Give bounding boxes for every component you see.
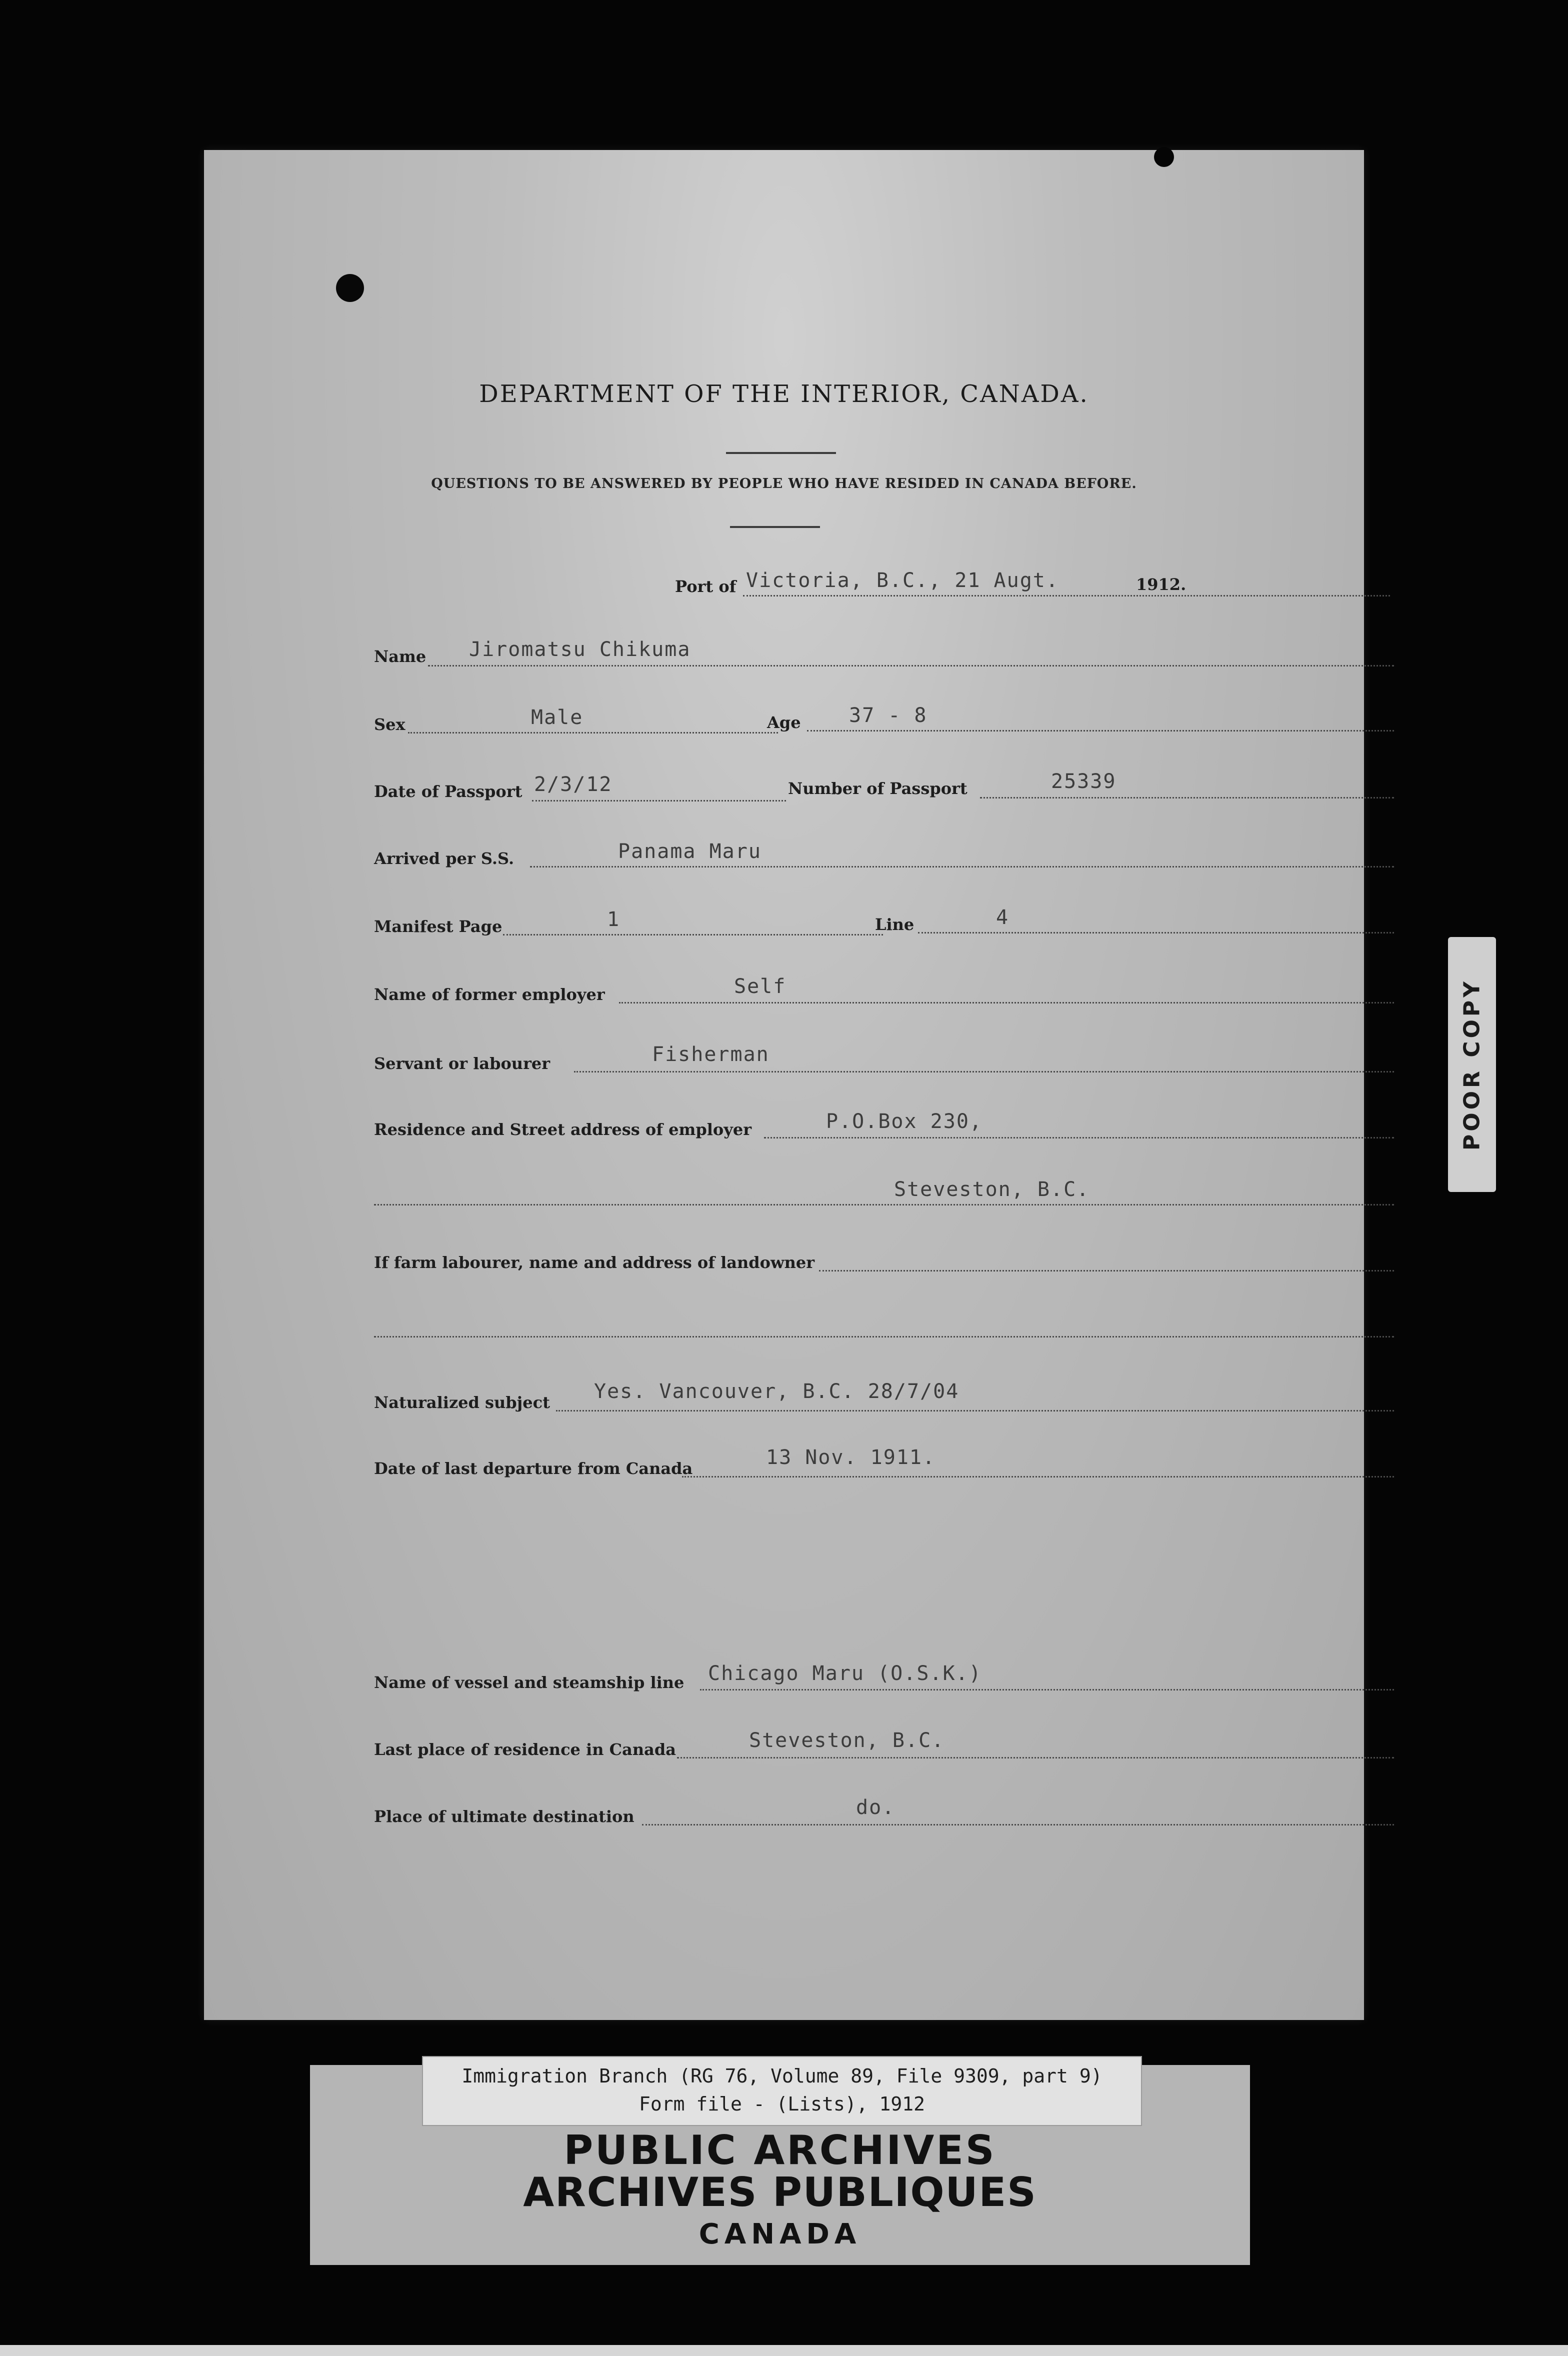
farm-label: If farm labourer, name and address of landowner — [374, 1253, 815, 1272]
farm-dots-2 — [374, 1336, 1394, 1338]
heading-rule-bottom — [730, 526, 820, 528]
slip-line-2: Form file - (Lists), 1912 — [639, 2093, 925, 2115]
archive-line-1: PUBLIC ARCHIVES — [564, 2127, 996, 2174]
residence-label: Residence and Street address of employer — [374, 1120, 752, 1139]
manifest-value: 1 — [607, 908, 620, 931]
destination-value: do. — [856, 1796, 896, 1819]
naturalized-label: Naturalized subject — [374, 1393, 550, 1412]
line-label: Line — [875, 915, 914, 934]
servant-value: Fisherman — [652, 1043, 770, 1066]
manifest-dots — [503, 934, 883, 936]
name-dots — [428, 665, 1394, 666]
naturalized-dots — [556, 1410, 1394, 1412]
residence-value-2: Steveston, B.C. — [894, 1178, 1090, 1201]
last-residence-label: Last place of residence in Canada — [374, 1740, 676, 1759]
employer-label: Name of former employer — [374, 985, 605, 1004]
passport-date-dots — [532, 800, 786, 802]
line-dots — [918, 932, 1394, 934]
last-residence-dots — [677, 1757, 1394, 1758]
manifest-label: Manifest Page — [374, 917, 502, 936]
arrived-label: Arrived per S.S. — [374, 849, 514, 868]
reference-slip — [422, 2056, 1142, 2126]
ink-speck — [1154, 147, 1174, 167]
destination-dots — [642, 1824, 1394, 1826]
residence-dots-2 — [374, 1204, 1394, 1206]
destination-label: Place of ultimate destination — [374, 1807, 634, 1826]
passport-date-label: Date of Passport — [374, 782, 522, 801]
poor-copy-text: POOR COPY — [1459, 978, 1485, 1151]
sex-label: Sex — [374, 715, 406, 734]
passport-number-value: 25339 — [1051, 770, 1116, 793]
arrived-value: Panama Maru — [618, 840, 762, 863]
age-value: 37 - 8 — [849, 704, 928, 727]
servant-dots — [574, 1071, 1394, 1072]
age-label: Age — [767, 713, 801, 732]
passport-number-label: Number of Passport — [788, 779, 968, 798]
line-value: 4 — [996, 906, 1010, 929]
departure-label: Date of last departure from Canada — [374, 1459, 693, 1478]
sex-dots — [408, 732, 778, 734]
heading-rule-top — [726, 452, 836, 454]
port-value: Victoria, B.C., 21 Augt. — [746, 569, 1059, 592]
port-dots — [743, 595, 1390, 596]
residence-dots — [764, 1137, 1394, 1138]
punch-hole — [336, 274, 364, 302]
servant-label: Servant or labourer — [374, 1054, 550, 1073]
poor-copy-tag — [1448, 937, 1496, 1192]
vessel-dots — [700, 1689, 1394, 1690]
questions-heading: QUESTIONS TO BE ANSWERED BY PEOPLE WHO HAVE RESIDED IN CANADA BEFORE. — [431, 476, 1137, 492]
film-edge — [0, 2345, 1568, 2356]
passport-date-value: 2/3/12 — [534, 773, 612, 796]
sex-value: Male — [531, 706, 584, 729]
form-document — [204, 150, 1364, 2020]
name-value: Jiromatsu Chikuma — [469, 638, 691, 661]
year-label: 1912. — [1136, 575, 1186, 594]
farm-dots — [819, 1270, 1394, 1272]
slip-line-1: Immigration Branch (RG 76, Volume 89, File 9309, part 9) — [462, 2065, 1102, 2087]
naturalized-value: Yes. Vancouver, B.C. 28/7/04 — [594, 1380, 960, 1403]
residence-value: P.O.Box 230, — [826, 1110, 982, 1133]
vessel-value: Chicago Maru (O.S.K.) — [708, 1662, 982, 1685]
passport-number-dots — [980, 797, 1394, 798]
archive-line-3: CANADA — [698, 2218, 862, 2250]
departure-value: 13 Nov. 1911. — [766, 1446, 936, 1469]
departure-dots — [682, 1476, 1394, 1478]
department-heading: DEPARTMENT OF THE INTERIOR, CANADA. — [479, 380, 1089, 408]
port-label: Port of — [675, 577, 736, 596]
name-label: Name — [374, 647, 426, 666]
last-residence-value: Steveston, B.C. — [749, 1729, 945, 1752]
arrived-dots — [530, 866, 1394, 868]
employer-value: Self — [734, 975, 786, 998]
vessel-label: Name of vessel and steamship line — [374, 1673, 684, 1692]
archive-line-2: ARCHIVES PUBLIQUES — [523, 2169, 1037, 2216]
employer-dots — [619, 1002, 1394, 1004]
age-dots — [807, 730, 1394, 732]
